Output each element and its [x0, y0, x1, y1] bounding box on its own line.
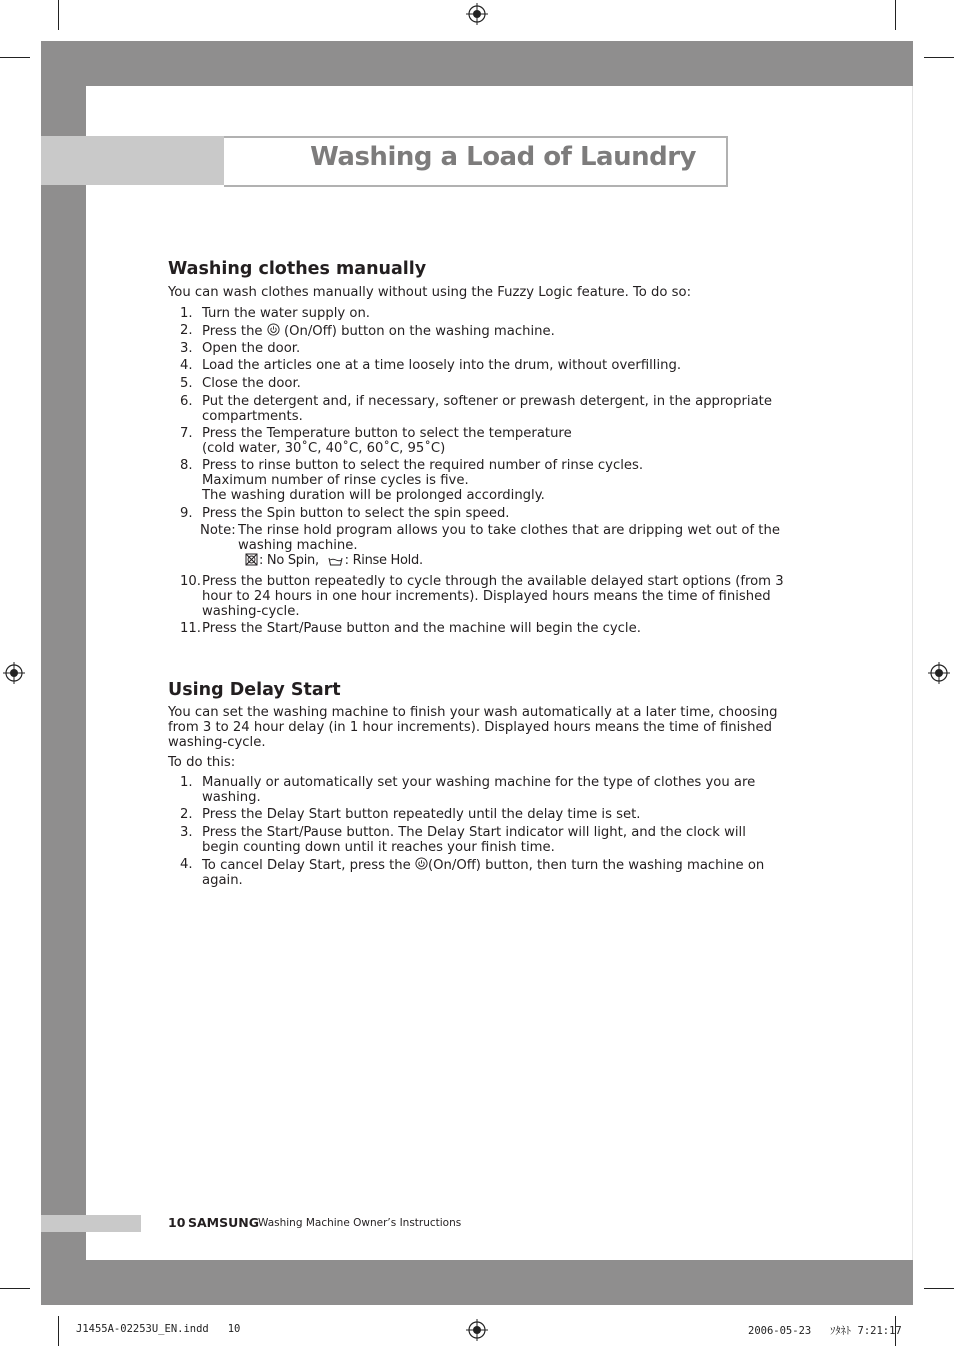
no-spin-icon — [245, 553, 259, 566]
page-number: 10 — [168, 1215, 186, 1230]
crop-mark — [58, 0, 59, 30]
page-frame-top — [41, 41, 913, 86]
section-heading-manual: Washing clothes manually — [168, 259, 427, 279]
rinse-hold-icon — [327, 554, 345, 567]
registration-mark-icon — [3, 662, 25, 684]
slug-date: 2006-05-23 ｿﾀﾈﾄ 7:21:17 — [748, 1325, 902, 1337]
brand-name: SAMSUNG — [188, 1215, 259, 1230]
crop-mark — [58, 1316, 59, 1346]
crop-mark — [895, 0, 896, 30]
page-frame-right — [912, 86, 913, 1260]
spin-legend: : No Spin, : Rinse Hold. — [245, 553, 423, 568]
crop-mark — [0, 57, 30, 58]
registration-mark-icon — [928, 662, 950, 684]
page-frame-left — [41, 86, 86, 1260]
manual-intro: You can wash clothes manually without using the Fuzzy Logic feature. To do so: — [168, 285, 692, 300]
slug-file: J1455A-02253U_EN.indd 10 — [76, 1323, 241, 1335]
registration-mark-icon — [466, 1319, 488, 1341]
crop-mark — [924, 57, 954, 58]
delay-intro: You can set the washing machine to finish your wash automatically at a later time, choosing from 3 to 24 hour delay (in 1 hour increments). Displayed hours means the time of finished washing-cycle. — [168, 705, 778, 750]
delay-to-do: To do this: — [168, 755, 236, 770]
page-frame-bottom — [41, 1260, 913, 1305]
section-heading-delay: Using Delay Start — [168, 680, 341, 700]
footer-description: Washing Machine Owner’s Instructions — [258, 1217, 462, 1229]
registration-mark-icon — [466, 3, 488, 25]
page-title: Washing a Load of Laundry — [310, 142, 696, 172]
title-band — [41, 136, 224, 185]
footer-bar — [41, 1215, 141, 1232]
power-icon — [267, 323, 280, 336]
crop-mark — [0, 1288, 30, 1289]
note-label: Note: — [200, 523, 236, 538]
power-icon — [415, 857, 428, 870]
crop-mark — [924, 1288, 954, 1289]
